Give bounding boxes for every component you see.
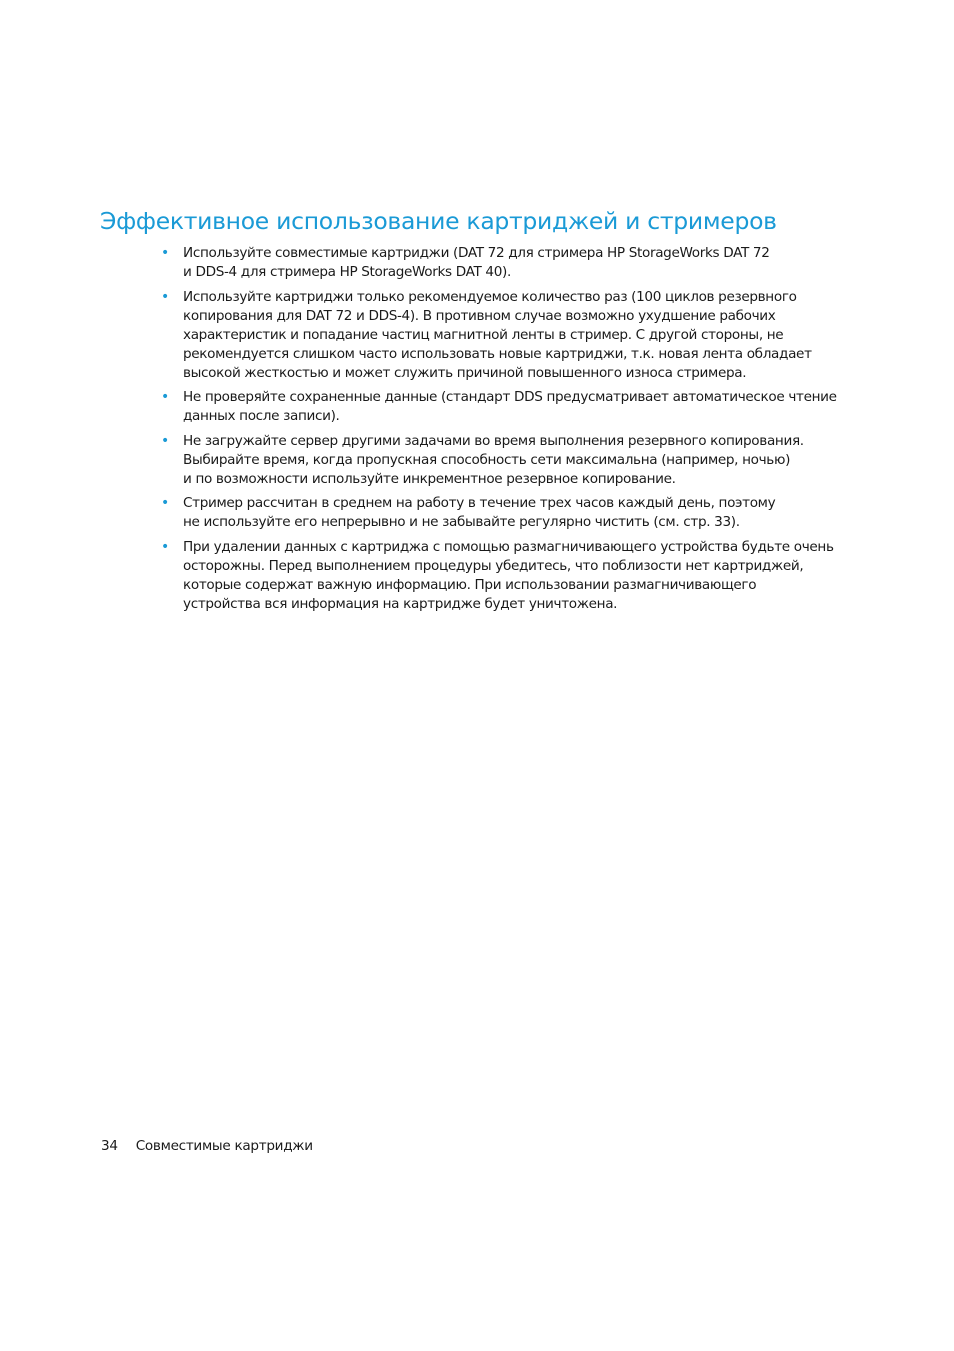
bullet-dot-icon: •: [161, 495, 170, 511]
bullet-dot-icon: •: [161, 389, 170, 405]
bullet-item: [161, 432, 851, 489]
page-footer: [101, 1137, 313, 1156]
bullet-text-line: Используйте картриджи только рекомендуемое количество раз (100 циклов резервного: [183, 288, 797, 305]
bullet-item: [161, 388, 851, 426]
bullet-text-line: Используйте совместимые картриджи (DAT 72 для стримера HP StorageWorks DAT 72: [183, 245, 770, 261]
bullet-text-line: и по возможности используйте инкрементное резервное копирование.: [183, 470, 676, 487]
bullet-text-line: высокой жесткостью и может служить причиной повышенного износа стримера.: [183, 364, 747, 381]
bullet-text-line: рекомендуется слишком часто использовать новые картриджи, т.к. новая лента обладает: [183, 345, 812, 362]
bullet-text-line: устройства вся информация на картридже будет уничтожена.: [183, 595, 618, 612]
bullet-text-line: не используйте его непрерывно и не забывайте регулярно чистить (см. стр. 33).: [183, 514, 740, 530]
bullet-text-line: Стример рассчитан в среднем на работу в течение трех часов каждый день, поэтому: [183, 495, 776, 511]
footer-chapter-title: Совместимые картриджи: [135, 1138, 313, 1154]
bullet-text-line: осторожны. Перед выполнением процедуры убедитесь, что поблизости нет картриджей,: [183, 557, 804, 574]
bullet-item: [161, 494, 851, 532]
bullet-text-line: Выбирайте время, когда пропускная способность сети максимальна (например, ночью): [183, 451, 791, 468]
bullet-text-line: данных после записи).: [183, 408, 340, 424]
page-number: 34: [101, 1138, 118, 1154]
bullet-text-line: копирования для DAT 72 и DDS-4). В противном случае возможно ухудшение рабочих: [183, 307, 776, 324]
bullet-dot-icon: •: [161, 538, 170, 555]
bullet-dot-icon: •: [161, 245, 170, 261]
bullet-dot-icon: •: [161, 288, 170, 305]
bullet-item: [161, 244, 851, 282]
section-heading: Эффективное использование картриджей и стримеров: [100, 207, 777, 235]
bullet-text-line: которые содержат важную информацию. При использовании размагничивающего: [183, 576, 757, 593]
bullet-text-line: и DDS-4 для стримера HP StorageWorks DAT 40).: [183, 264, 511, 280]
bullet-item: [161, 538, 851, 614]
bullet-dot-icon: •: [161, 432, 170, 449]
bullet-list: [161, 244, 851, 619]
bullet-text-line: Не проверяйте сохраненные данные (стандарт DDS предусматривает автоматическое чтение: [183, 389, 837, 405]
bullet-text-line: При удалении данных с картриджа с помощью размагничивающего устройства будьте очень: [183, 538, 834, 555]
bullet-text-line: Не загружайте сервер другими задачами во время выполнения резервного копирования.: [183, 432, 804, 449]
bullet-text-line: характеристик и попадание частиц магнитной ленты в стример. С другой стороны, не: [183, 326, 784, 343]
bullet-item: [161, 288, 851, 383]
